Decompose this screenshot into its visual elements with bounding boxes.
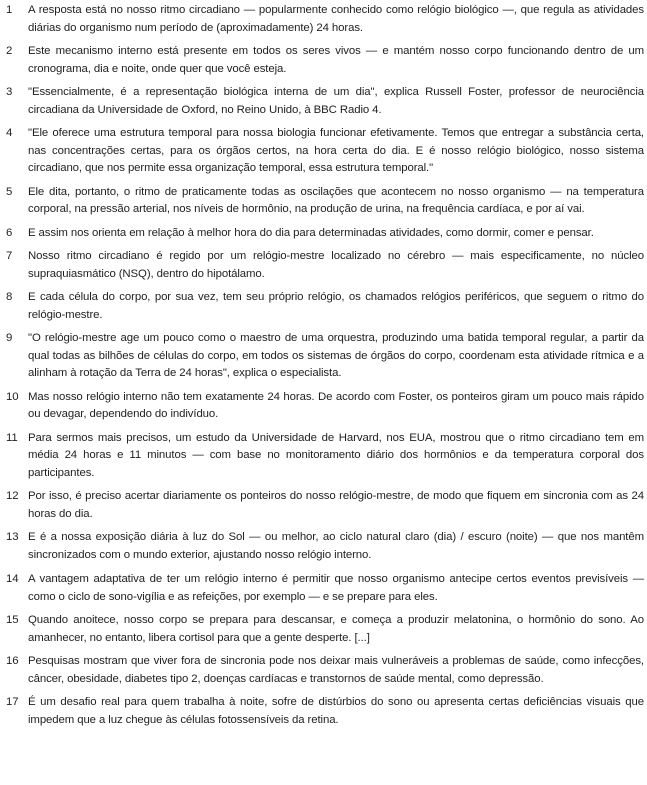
paragraph-item <box>6 571 644 606</box>
paragraph-number: 14 <box>6 573 19 585</box>
paragraph-item <box>6 225 644 243</box>
paragraph-item <box>6 612 644 647</box>
paragraph-number: 15 <box>6 614 19 626</box>
paragraph-text: Para sermos mais precisos, um estudo da Universidade de Harvard, nos EUA, mostrou que o ritmo circadiano tem em média 24 horas e 11 minutos — com base no monitoramento diário dos hormônios e da temperatura corporal dos participantes. <box>28 431 644 479</box>
paragraph-number: 13 <box>6 531 19 543</box>
paragraph-number: 12 <box>6 490 19 502</box>
paragraph-item <box>6 653 644 688</box>
paragraph-item <box>6 84 644 119</box>
paragraph-item <box>6 389 644 424</box>
paragraph-text: Quando anoitece, nosso corpo se prepara para descansar, e começa a produzir melatonina, o hormônio do sono. Ao amanhecer, no entanto, libera cortisol para que a gente desperte. [...] <box>28 614 644 644</box>
paragraph-item <box>6 529 644 564</box>
paragraph-item <box>6 694 644 729</box>
paragraph-number: 7 <box>6 250 13 262</box>
paragraph-item <box>6 289 644 324</box>
paragraph-text: Pesquisas mostram que viver fora de sincronia pode nos deixar mais vulneráveis a problemas de saúde, como infecções, câncer, obesidade, diabetes tipo 2, doenças cardíacas e transtornos de saúde mental, como depressão. <box>28 655 644 685</box>
paragraph-text: "O relógio-mestre age um pouco como o maestro de uma orquestra, produzindo uma batida temporal regular, a partir da qual todas as bilhões de células do corpo, em todos os sistemas de órgãos do corpo, coordenam esta atividade rítmica e a alinham à rotação da Terra de 24 horas", explica o especialista. <box>28 332 644 379</box>
paragraph-text: A vantagem adaptativa de ter um relógio interno é permitir que nosso organismo antecipe certos eventos previsíveis — como o ciclo de sono-vigília e as refeições, por exemplo — e se prepare para eles. <box>28 573 644 603</box>
paragraph-text: E cada célula do corpo, por sua vez, tem seu próprio relógio, os chamados relógios periféricos, que seguem o ritmo do relógio-mestre. <box>28 291 644 321</box>
paragraph-number: 16 <box>6 655 19 667</box>
paragraph-item <box>6 2 644 37</box>
paragraph-text: E assim nos orienta em relação à melhor hora do dia para determinadas atividades, como dormir, comer e pensar. <box>28 226 594 239</box>
paragraph-item <box>6 184 644 219</box>
paragraph-number: 3 <box>6 86 13 98</box>
paragraph-text: A resposta está no nosso ritmo circadiano — popularmente conhecido como relógio biológico —, que regula as atividades diárias do organismo num período de (aproximadamente) 24 horas. <box>28 4 644 34</box>
paragraph-number: 6 <box>6 226 13 239</box>
paragraph-item <box>6 430 644 483</box>
paragraph-number: 2 <box>6 45 13 57</box>
paragraph-number: 4 <box>6 127 13 139</box>
paragraph-item <box>6 125 644 178</box>
paragraph-text: Ele dita, portanto, o ritmo de praticamente todas as oscilações que acontecem no nosso organismo — na temperatura corporal, na pressão arterial, nos níveis de hormônio, na produção de urina, na frequência cardíaca, e por aí vai. <box>28 185 644 215</box>
paragraph-text: E é a nossa exposição diária à luz do Sol — ou melhor, ao ciclo natural claro (dia) / escuro (noite) — que nos mantêm sincronizados com o mundo exterior, ajustando nosso relógio interno. <box>28 531 644 561</box>
paragraph-number: 5 <box>6 185 13 198</box>
paragraph-text: É um desafio real para quem trabalha à noite, sofre de distúrbios do sono ou apresenta certas deficiências visuais que impedem que a luz chegue às células fotossensíveis da retina. <box>28 696 644 726</box>
paragraph-number: 1 <box>6 4 13 16</box>
paragraph-text: Por isso, é preciso acertar diariamente os ponteiros do nosso relógio-mestre, de modo que fiquem em sincronia com as 24 horas do dia. <box>28 490 644 520</box>
paragraph-text: Este mecanismo interno está presente em todos os seres vivos — e mantém nosso corpo funcionando dentro de um cronograma, dia e noite, onde quer que você esteja. <box>28 45 644 75</box>
paragraph-item <box>6 43 644 78</box>
paragraph-item <box>6 248 644 283</box>
paragraph-item <box>6 330 644 383</box>
paragraph-number: 9 <box>6 332 13 344</box>
paragraph-item <box>6 488 644 523</box>
paragraph-number: 10 <box>6 390 19 403</box>
paragraph-text: Mas nosso relógio interno não tem exatamente 24 horas. De acordo com Foster, os ponteiros giram um pouco mais rápido ou devagar, dependendo do indivíduo. <box>28 390 644 420</box>
paragraph-text: "Essencialmente, é a representação biológica interna de um dia", explica Russell Foster, professor de neurociência circadiana da Universidade de Oxford, no Reino Unido, à BBC Radio 4. <box>28 86 644 116</box>
paragraph-number: 8 <box>6 291 13 303</box>
paragraph-number: 17 <box>6 696 19 708</box>
paragraph-text: Nosso ritmo circadiano é regido por um relógio-mestre localizado no cérebro — mais especificamente, no núcleo supraquiasmático (NSQ), dentro do hipotálamo. <box>28 250 644 280</box>
paragraph-text: "Ele oferece uma estrutura temporal para nossa biologia funcionar efetivamente. Temos que entregar a substância certa, nas concentrações certas, para os órgãos certos, na hora certa do dia. E é nosso relógio biológico, nosso sistema circadiano, que nos permite essa organização temporal, essa estrutura temporal." <box>28 127 644 174</box>
paragraph-number: 11 <box>6 431 18 444</box>
